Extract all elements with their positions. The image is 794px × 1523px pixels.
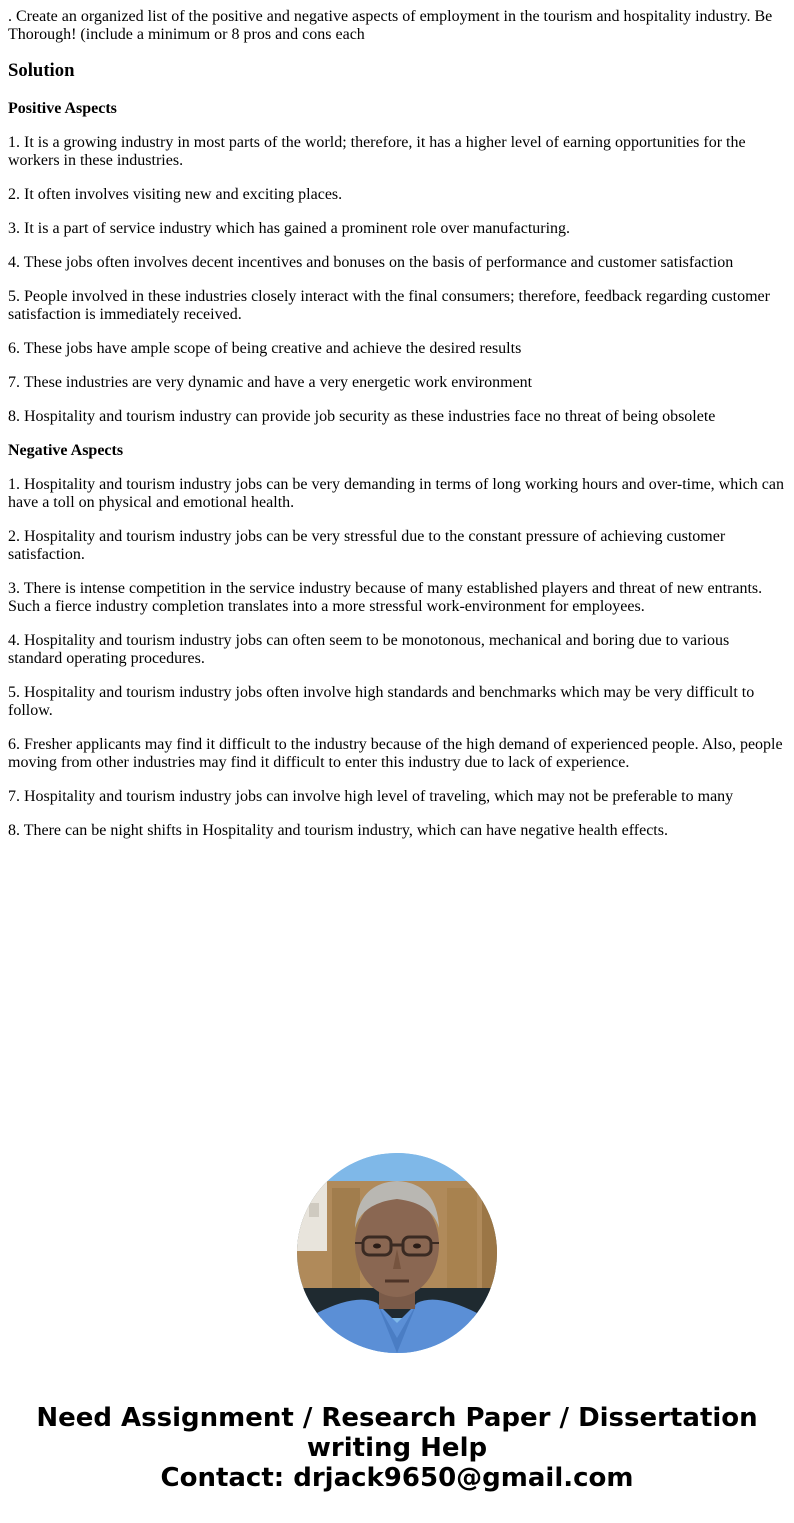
person-photo-icon — [297, 1153, 497, 1353]
positive-item: 4. These jobs often involves decent incentives and bonuses on the basis of performance and customer satisfaction — [8, 254, 734, 271]
negative-item: 7. Hospitality and tourism industry jobs can involve high level of traveling, which may not be preferable to many — [8, 788, 734, 805]
negative-item: 4. Hospitality and tourism industry jobs can often seem to be monotonous, mechanical and boring due to various standard operating procedures. — [8, 632, 730, 667]
positive-item: 8. Hospitality and tourism industry can provide job security as these industries face no threat of being obsolete — [8, 408, 716, 425]
negative-item: 3. There is intense competition in the service industry because of many established players and threat of new entrants. Such a fierce industry completion translates into a more stressful work-environment for employees. — [8, 580, 763, 615]
positive-item: 3. It is a part of service industry which has gained a prominent role over manufacturing. — [8, 220, 571, 237]
negative-item: 5. Hospitality and tourism industry jobs often involve high standards and benchmarks which may be very difficult to follow. — [8, 684, 755, 719]
positive-item: 6. These jobs have ample scope of being creative and achieve the desired results — [8, 340, 522, 357]
document-body — [8, 8, 786, 856]
question-text: . Create an organized list of the positive and negative aspects of employment in the tourism and hospitality industry. Be Thorough! (include a minimum or 8 pros and cons each — [8, 8, 773, 43]
positive-item: 5. People involved in these industries closely interact with the final consumers; therefore, feedback regarding customer satisfaction is immediately received. — [8, 288, 770, 323]
promo-banner — [0, 1403, 794, 1493]
promo-line-2: writing Help — [306, 1433, 488, 1463]
negative-item: 6. Fresher applicants may find it difficult to the industry because of the high demand of experienced people. Also, people moving from other industries may find it difficult to enter this industry due to lack of experience. — [8, 736, 783, 771]
positive-aspects-title: Positive Aspects — [8, 100, 117, 117]
positive-item: 7. These industries are very dynamic and have a very energetic work environment — [8, 374, 533, 391]
negative-item: 2. Hospitality and tourism industry jobs can be very stressful due to the constant pressure of achieving customer satisfaction. — [8, 528, 726, 563]
author-avatar — [297, 1153, 497, 1353]
promo-line-1: Need Assignment / Research Paper / Dissertation — [36, 1403, 758, 1433]
negative-aspects-title: Negative Aspects — [8, 442, 124, 459]
negative-item: 1. Hospitality and tourism industry jobs can be very demanding in terms of long working hours and over-time, which can have a toll on physical and emotional health. — [8, 476, 784, 511]
promo-contact: Contact: drjack9650@gmail.com — [160, 1463, 634, 1493]
positive-item: 2. It often involves visiting new and exciting places. — [8, 186, 343, 203]
solution-heading: Solution — [8, 60, 75, 81]
negative-item: 8. There can be night shifts in Hospitality and tourism industry, which can have negative health effects. — [8, 822, 668, 839]
positive-item: 1. It is a growing industry in most parts of the world; therefore, it has a higher level of earning opportunities for the workers in these industries. — [8, 134, 746, 169]
